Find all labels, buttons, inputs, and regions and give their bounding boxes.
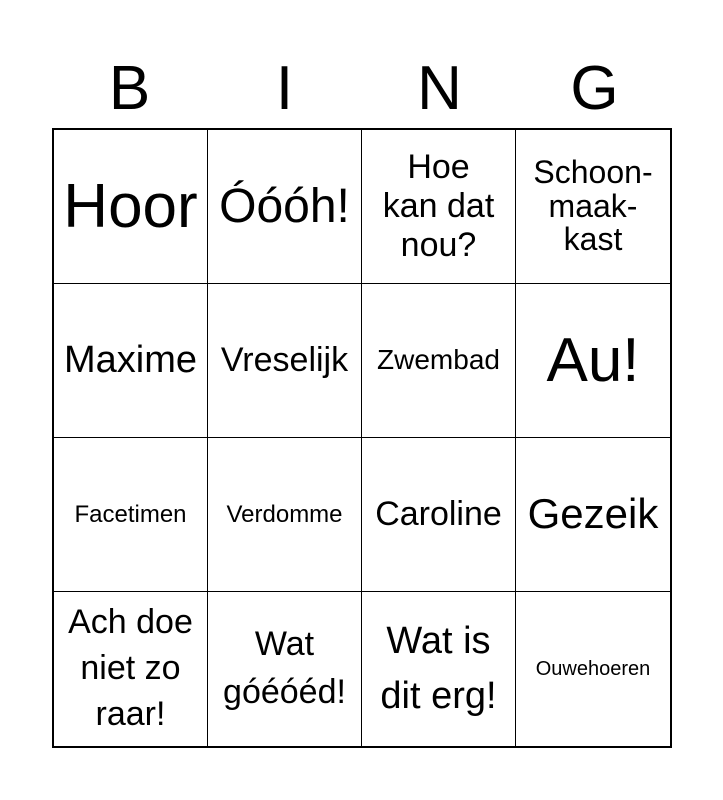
cell-line: Ouwehoeren bbox=[535, 657, 651, 680]
cell-line: maak- bbox=[548, 187, 638, 224]
cell-line: Facetimen bbox=[74, 500, 187, 528]
cell-line: kast bbox=[563, 221, 623, 258]
bingo-cell[interactable] bbox=[516, 592, 670, 746]
bingo-cell[interactable] bbox=[54, 130, 208, 284]
bingo-board bbox=[52, 128, 672, 748]
bingo-cell[interactable] bbox=[362, 284, 516, 438]
cell-line: Verdomme bbox=[226, 500, 343, 528]
bingo-cell[interactable] bbox=[516, 438, 670, 592]
bingo-cell[interactable] bbox=[516, 284, 670, 438]
bingo-cell[interactable] bbox=[208, 130, 362, 284]
cell-line: dit erg! bbox=[380, 675, 497, 717]
bingo-cell[interactable] bbox=[516, 130, 670, 284]
header-letter-g: G bbox=[570, 54, 619, 123]
bingo-cell[interactable] bbox=[208, 438, 362, 592]
bingo-cell[interactable] bbox=[54, 592, 208, 746]
cell-line: niet zo bbox=[80, 649, 181, 688]
cell-line: raar! bbox=[95, 694, 166, 733]
bingo-cell[interactable] bbox=[54, 284, 208, 438]
header-letter-b: B bbox=[108, 54, 151, 123]
bingo-header bbox=[52, 50, 672, 128]
bingo-cell[interactable] bbox=[362, 592, 516, 746]
cell-line: Maxime bbox=[63, 338, 198, 381]
cell-line: Wat bbox=[254, 625, 315, 664]
bingo-cell[interactable] bbox=[208, 284, 362, 438]
header-letter-i: I bbox=[275, 54, 294, 123]
cell-line: Óóóh! bbox=[219, 179, 350, 233]
header-letter-n: N bbox=[417, 54, 462, 123]
cell-line: Ach doe bbox=[68, 603, 193, 642]
cell-line: Zwembad bbox=[377, 344, 500, 376]
cell-line: góéóéd! bbox=[223, 673, 346, 711]
cell-line: Gezeik bbox=[527, 490, 659, 538]
cell-line: nou? bbox=[400, 226, 477, 265]
cell-line: kan dat bbox=[382, 186, 495, 225]
bingo-cell[interactable] bbox=[54, 438, 208, 592]
bingo-cell[interactable] bbox=[362, 438, 516, 592]
bingo-cell[interactable] bbox=[208, 592, 362, 746]
cell-line: Wat is bbox=[386, 619, 491, 662]
cell-line: Vreselijk bbox=[220, 340, 349, 379]
cell-line: Hoor bbox=[63, 171, 198, 241]
cell-line: Caroline bbox=[375, 494, 502, 533]
cell-line: Hoe bbox=[407, 147, 470, 186]
cell-line: Schoon- bbox=[533, 154, 653, 191]
cell-line: Au! bbox=[546, 325, 640, 395]
bingo-cell[interactable] bbox=[362, 130, 516, 284]
